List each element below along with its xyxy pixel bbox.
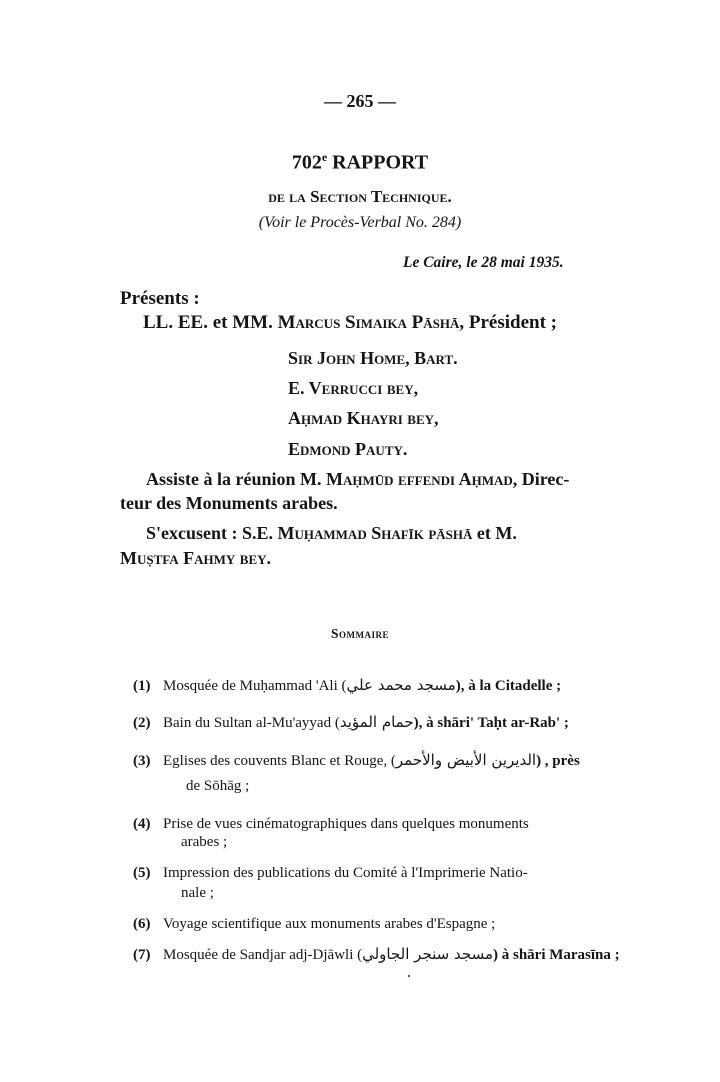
- report-date: Le Caire, le 28 mai 1935.: [403, 254, 564, 271]
- attendee-name: Maḥmūd effendi Aḥmad: [326, 469, 513, 489]
- member-role: , Président ;: [459, 312, 557, 333]
- item-number: (6): [133, 916, 151, 932]
- summary-item-continued: nale ;: [181, 885, 214, 901]
- summary-item: [133, 866, 528, 881]
- item-number: (3): [133, 753, 151, 769]
- section-subtitle: de la Section Technique.: [268, 187, 452, 206]
- attendee-text: Assiste à la réunion M.: [146, 469, 322, 489]
- member-name: Aḥmad Khayri bey,: [288, 408, 439, 428]
- item-text: Prise de vues cinématographiques dans quelques monuments: [163, 816, 529, 832]
- excused-name: Muḥammad Shafīk pāshā: [277, 523, 473, 543]
- item-arabic: حمام المؤيد: [339, 713, 414, 731]
- summary-item: [133, 817, 529, 832]
- item-text: Eglises des couvents Blanc et Rouge, (: [163, 753, 396, 769]
- member-name: Marcus Simaika Pāshā: [277, 312, 460, 333]
- summary-item-continued: arabes ;: [181, 834, 228, 850]
- summary-item: [133, 947, 620, 963]
- item-text: Impression des publications du Comité à l'Imprimerie Natio-: [163, 865, 528, 881]
- summary-item: [133, 917, 495, 932]
- item-text: Mosquée de Sandjar adj-Djāwli (: [163, 947, 363, 963]
- member-name: E. Verrucci bey,: [288, 378, 419, 398]
- item-text-end: ), à shāri' Taḥt ar-Rab' ;: [413, 715, 569, 731]
- report-number-superscript: e: [321, 150, 328, 164]
- summary-item: [133, 678, 561, 694]
- attendee-role: , Direc-: [512, 469, 570, 489]
- item-number: (2): [133, 715, 151, 731]
- presents-heading: Présents :: [120, 288, 200, 309]
- print-speck: [408, 975, 410, 977]
- report-label: RAPPORT: [332, 151, 429, 174]
- report-number: 702: [291, 151, 322, 174]
- excused-text-end: et M.: [472, 523, 517, 543]
- item-number: (1): [133, 678, 151, 694]
- attendee-line: [146, 470, 569, 488]
- item-text-end: ) à shāri Marasīna ;: [492, 947, 620, 963]
- excused-line: [146, 524, 517, 542]
- item-number: (7): [133, 947, 151, 963]
- item-text: Bain du Sultan al-Mu'ayyad (: [163, 715, 340, 731]
- excused-text: S'excusent : S.E.: [146, 523, 274, 543]
- item-text: Mosquée de Muḥammad 'Ali (: [163, 678, 347, 694]
- item-number: (5): [133, 865, 151, 881]
- item-arabic: مسجد محمد علي: [346, 676, 456, 694]
- excused-name: Muṣtfa Fahmy bey: [120, 548, 267, 568]
- item-text-end: ) , près: [536, 753, 580, 769]
- excused-line-continued: [120, 549, 271, 567]
- proces-verbal-reference: (Voir le Procès-Verbal No. 284): [258, 214, 462, 231]
- item-arabic: الديرين الأبيض والأحمر: [395, 751, 537, 769]
- member-name: Sir John Home, Bart.: [288, 348, 458, 368]
- summary-heading: Sommaire: [330, 626, 389, 641]
- summary-item-continued: de Sōhāg ;: [186, 778, 250, 794]
- item-text: Voyage scientifique aux monuments arabes d'Espagne ;: [163, 916, 496, 932]
- member-president: [143, 313, 557, 332]
- attendee-line-continued: teur des Monuments arabes.: [120, 493, 338, 513]
- summary-item: [133, 715, 569, 731]
- summary-item: [133, 753, 580, 769]
- item-number: (4): [133, 816, 151, 832]
- excused-text-end: .: [266, 548, 272, 568]
- item-arabic: مسجد سنجر الجاولي: [362, 945, 493, 963]
- page-number: — 265 —: [324, 91, 396, 111]
- member-name: Edmond Pauty.: [288, 439, 408, 459]
- item-text-end: ), à la Citadelle ;: [455, 678, 562, 694]
- member-prefix: LL. EE. et MM.: [143, 312, 273, 333]
- report-title: [0, 151, 720, 173]
